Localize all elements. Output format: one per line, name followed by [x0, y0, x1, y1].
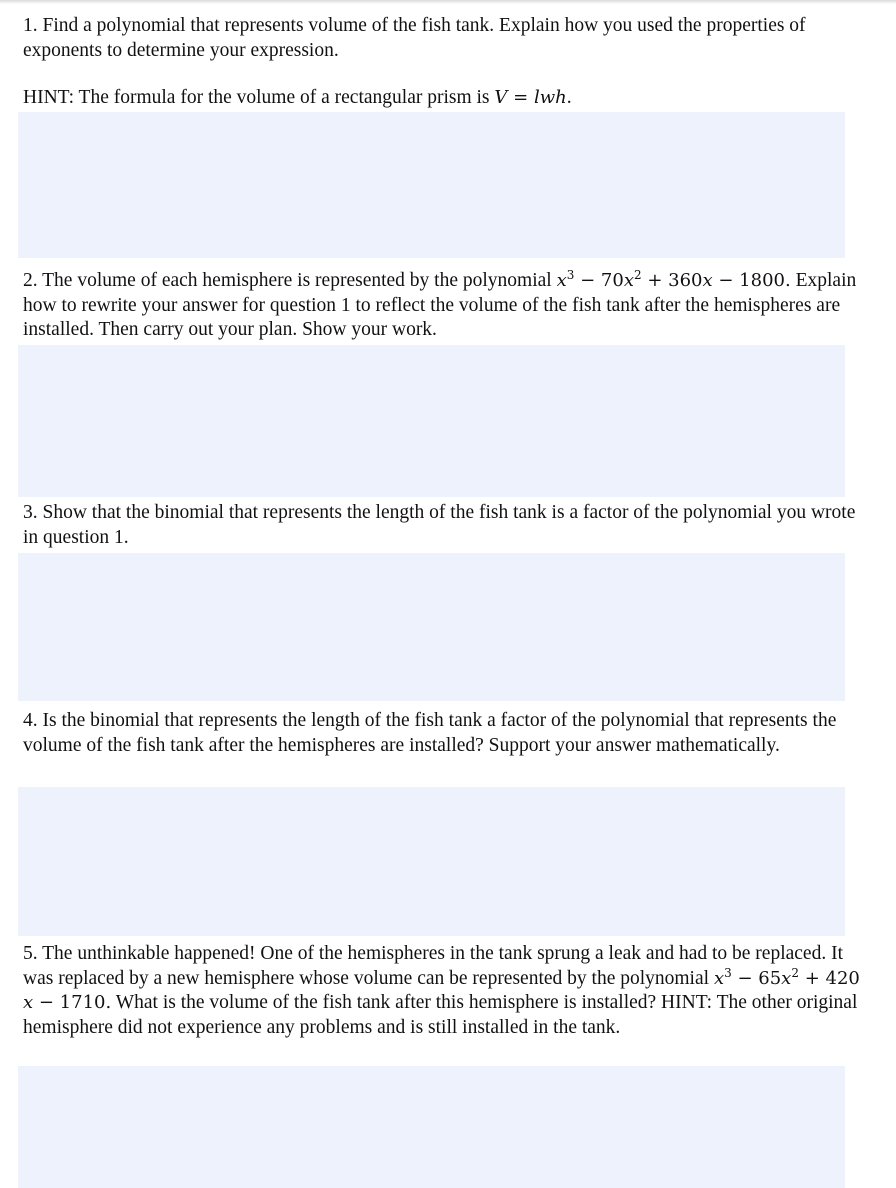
q3-text: 3. Show that the binomial that represents the length of the fish tank is a factor of the polynomial you wrote in question 1.	[23, 502, 856, 548]
formula-eq: =	[507, 87, 534, 108]
hemisphere-polynomial	[557, 270, 791, 291]
q5-exp2: 2	[791, 965, 799, 980]
q2-suffix: Explain how to rewrite your answer for question 1 to reflect the volume of the fish tank after the hemispheres are installed. Then carry out your plan. Show your work.	[23, 270, 857, 340]
answer-box-4[interactable]	[18, 787, 845, 936]
q2-term3: + 360	[641, 270, 703, 291]
formula-lwh: lwh	[533, 87, 567, 108]
q5-suffix: What is the volume of the fish tank after this hemisphere is installed? HINT: The other original hemisphere did not experience any problems and is still installed in the tank.	[23, 992, 858, 1038]
question-4-text	[23, 709, 873, 758]
q2-term2: − 70	[574, 270, 624, 291]
q2-x3: x	[702, 270, 713, 291]
q2-exp2: 2	[633, 268, 642, 282]
volume-formula	[494, 87, 566, 108]
answer-box-3[interactable]	[18, 553, 845, 701]
q1-hint-suffix: .	[566, 87, 572, 108]
question-5-text	[23, 942, 873, 1040]
q2-x1: x	[556, 270, 567, 291]
q2-term4: − 1800.	[712, 270, 791, 291]
question-1-hint	[23, 86, 873, 111]
answer-box-2[interactable]	[18, 345, 845, 497]
q5-x3: x	[23, 992, 34, 1013]
q5-exp1: 3	[724, 965, 732, 980]
q4-text: 4. Is the binomial that represents the length of the fish tank a factor of the polynomial that represents the volume of the fish tank after the hemispheres are installed? Support your answer mathematically.	[23, 710, 837, 756]
top-rule	[0, 0, 896, 4]
q5-x1: x	[713, 967, 725, 989]
answer-box-1[interactable]	[18, 112, 845, 258]
q5-term4: − 1710.	[33, 992, 112, 1013]
question-3-text	[23, 501, 873, 550]
q1-hint-prefix: HINT: The formula for the volume of a rectangular prism is	[23, 87, 495, 108]
formula-v: V	[494, 87, 508, 108]
q5-term2: − 65	[731, 967, 782, 989]
question-2-text	[23, 269, 873, 343]
answer-box-5[interactable]	[18, 1066, 845, 1188]
q5-term3: + 420	[798, 967, 860, 989]
q1-text: 1. Find a polynomial that represents volume of the fish tank. Explain how you used the properties of exponents to determine your expression.	[23, 15, 806, 61]
q2-exp1: 3	[566, 268, 575, 282]
q5-prefix: 5. The unthinkable happened! One of the hemispheres in the tank sprung a leak and had to be replaced. It was replaced by a new hemisphere whose volume can be represented by the polynomial	[23, 943, 843, 989]
question-1-text	[23, 14, 873, 63]
q2-x2: x	[623, 270, 634, 291]
q5-x2: x	[781, 967, 792, 989]
q2-prefix: 2. The volume of each hemisphere is represented by the polynomial	[23, 270, 557, 291]
